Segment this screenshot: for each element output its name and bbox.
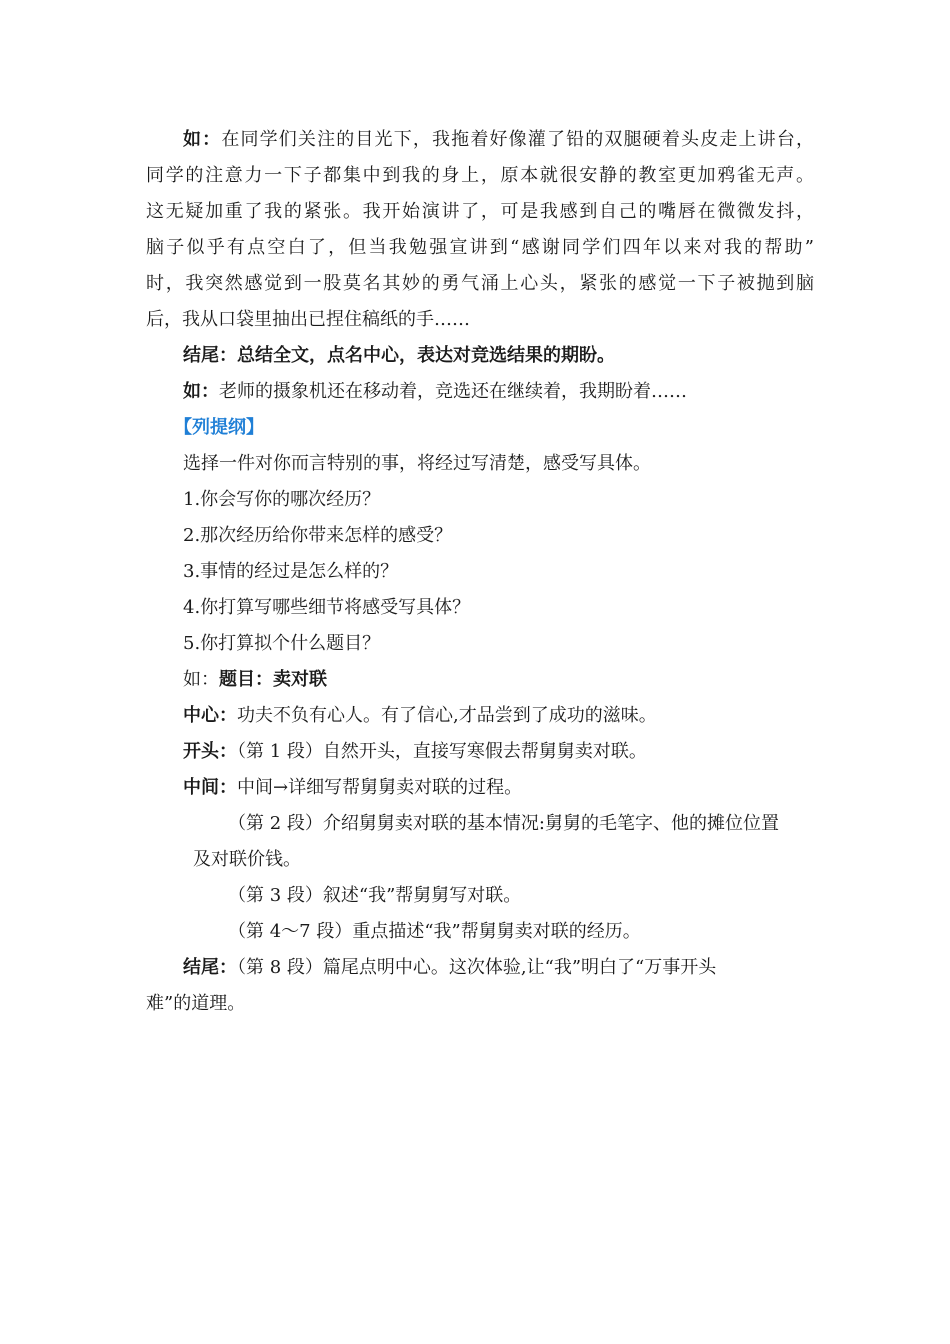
example1-line-1: 如：在同学们关注的目光下，我拖着好像灌了铅的双腿硬着头皮走上讲台， <box>183 129 814 150</box>
center-text: 功夫不负有心人。有了信心,才品尝到了成功的滋味。 <box>237 705 657 726</box>
opening-text: （第 1 段）自然开头，直接写寒假去帮舅舅卖对联。 <box>237 741 647 762</box>
sample-middle <box>146 770 814 806</box>
example1-line-2: 同学的注意力一下子都集中到我的身上，原本就很安静的教室更加鸦雀无声。 <box>146 165 814 186</box>
outline-title: 【列提纲】 <box>174 417 264 438</box>
outline-question-2: 2.那次经历给你带来怎样的感受？ <box>183 525 453 546</box>
sample-title-line <box>146 662 814 698</box>
opening-label: 开头： <box>183 741 237 762</box>
ending-text: （第 8 段）篇尾点明中心。这次体验,让“我”明白了“万事开头 <box>237 957 717 978</box>
middle-item-1: （第 2 段）介绍舅舅卖对联的基本情况:舅舅的毛笔字、他的摊位位置 <box>228 813 779 834</box>
sample-prefix: 如： <box>183 669 219 690</box>
outline-question-3: 3.事情的经过是怎么样的？ <box>183 561 399 582</box>
sample-title: 题目：卖对联 <box>219 669 327 690</box>
outline-question-5: 5.你打算拟个什么题目？ <box>183 633 381 654</box>
example1-label: 如： <box>183 129 222 150</box>
outline-intro: 选择一件对你而言特别的事，将经过写清楚，感受写具体。 <box>183 453 651 474</box>
center-label: 中心： <box>183 705 237 726</box>
middle-label: 中间： <box>183 777 237 798</box>
example1-line-6: 后，我从口袋里抽出已捏住稿纸的手…… <box>146 309 470 330</box>
middle-item-3: （第 4～7 段）重点描述“我”帮舅舅卖对联的经历。 <box>228 921 641 942</box>
outline-question-4: 4.你打算写哪些细节将感受写具体？ <box>183 597 471 618</box>
example1-line-5: 时，我突然感觉到一股莫名其妙的勇气涌上心头，紧张的感觉一下子被抛到脑 <box>146 273 814 294</box>
sample-ending-cont: 难”的道理。 <box>146 993 246 1014</box>
example2-line: 如：老师的摄象机还在移动着，竞选还在继续着，我期盼着…… <box>183 381 687 402</box>
ending-label: 结尾： <box>183 957 237 978</box>
example1-line-3: 这无疑加重了我的紧张。我开始演讲了，可是我感到自己的嘴唇在微微发抖， <box>146 201 814 222</box>
document-page <box>146 122 814 1022</box>
middle-item-1-cont: 及对联价钱。 <box>193 849 301 870</box>
example1-line-4: 脑子似乎有点空白了，但当我勉强宣讲到“感谢同学们四年以来对我的帮助” <box>146 237 814 258</box>
sample-center <box>146 698 814 734</box>
middle-text: 中间→详细写帮舅舅卖对联的过程。 <box>237 777 523 798</box>
sample-ending <box>146 950 814 986</box>
middle-item-2: （第 3 段）叙述“我”帮舅舅写对联。 <box>228 885 522 906</box>
example2-label: 如： <box>183 381 219 402</box>
sample-opening <box>146 734 814 770</box>
ending-heading: 结尾：总结全文，点名中心，表达对竞选结果的期盼。 <box>183 345 615 366</box>
outline-question-1: 1.你会写你的哪次经历？ <box>183 489 381 510</box>
